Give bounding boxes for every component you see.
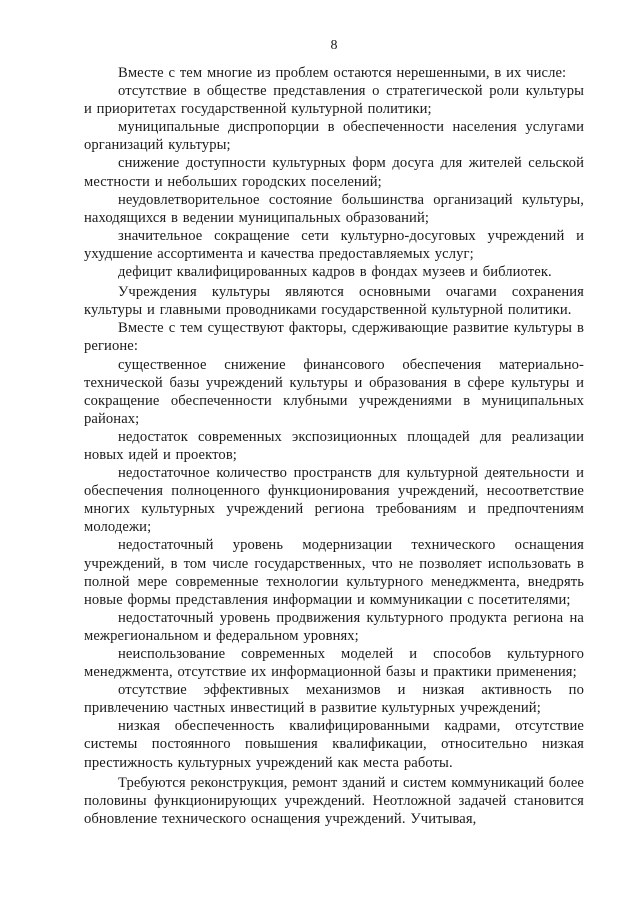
paragraph: низкая обеспеченность квалифицированными кадрами, отсутствие системы постоянного повышения квалификации, относительно низкая престижность культурных учреждений как места работы. <box>84 718 584 771</box>
paragraph: недостаточный уровень продвижения культурного продукта региона на межрегиональном и федеральном уровнях; <box>84 609 584 644</box>
page-number: 8 <box>330 38 338 53</box>
paragraph: недостаточное количество пространств для культурной деятельности и обеспечения полноценного функционирования учреждений, несоответствие многих культурных учреждений региона требованиям и предпочтениям молодежи; <box>84 465 584 536</box>
paragraph: Вместе с тем существуют факторы, сдерживающие развитие культуры в регионе: <box>84 320 584 355</box>
paragraph: недостаточный уровень модернизации технического оснащения учреждений, в том числе государственных, что не позволяет использовать в полной мере современные технологии культурного менеджмента, внедрять новые формы представления информации и коммуникации с посетителями; <box>84 537 584 608</box>
paragraph: Учреждения культуры являются основными очагами сохранения культуры и главными проводниками государственной культурной политики. <box>84 284 584 319</box>
paragraph: существенное снижение финансового обеспечения материально-технической базы учреждений культуры и образования в сфере культуры и сокращение обеспеченности клубными учреждениями в муниципальных районах; <box>84 356 584 427</box>
paragraph: неиспользование современных моделей и способов культурного менеджмента, отсутствие их информационной базы и практики применения; <box>84 646 584 681</box>
paragraph: снижение доступности культурных форм досуга для жителей сельской местности и небольших городских поселений; <box>84 155 584 190</box>
paragraph: Вместе с тем многие из проблем остаются нерешенными, в их числе: <box>118 65 567 81</box>
paragraph: неудовлетворительное состояние большинства организаций культуры, находящихся в ведении муниципальных образований; <box>84 191 584 226</box>
paragraph: отсутствие эффективных механизмов и низкая активность по привлечению частных инвестиций в развитие культурных учреждений; <box>84 682 584 717</box>
document-body <box>84 64 584 828</box>
paragraph: значительное сокращение сети культурно-досуговых учреждений и ухудшение ассортимента и качества предоставляемых услуг; <box>84 227 584 262</box>
paragraph: отсутствие в обществе представления о стратегической роли культуры и приоритетах государственной культурной политики; <box>84 83 584 118</box>
paragraph: дефицит квалифицированных кадров в фондах музеев и библиотек. <box>118 264 552 281</box>
paragraph: муниципальные диспропорции в обеспеченности населения услугами организаций культуры; <box>84 119 584 154</box>
paragraph: Требуются реконструкция, ремонт зданий и систем коммуникаций более половины функционирующих учреждений. Неотложной задачей становится обновление технического оснащения учреждений. Учитывая, <box>84 774 584 827</box>
paragraph: недостаток современных экспозиционных площадей для реализации новых идей и проектов; <box>84 428 584 463</box>
